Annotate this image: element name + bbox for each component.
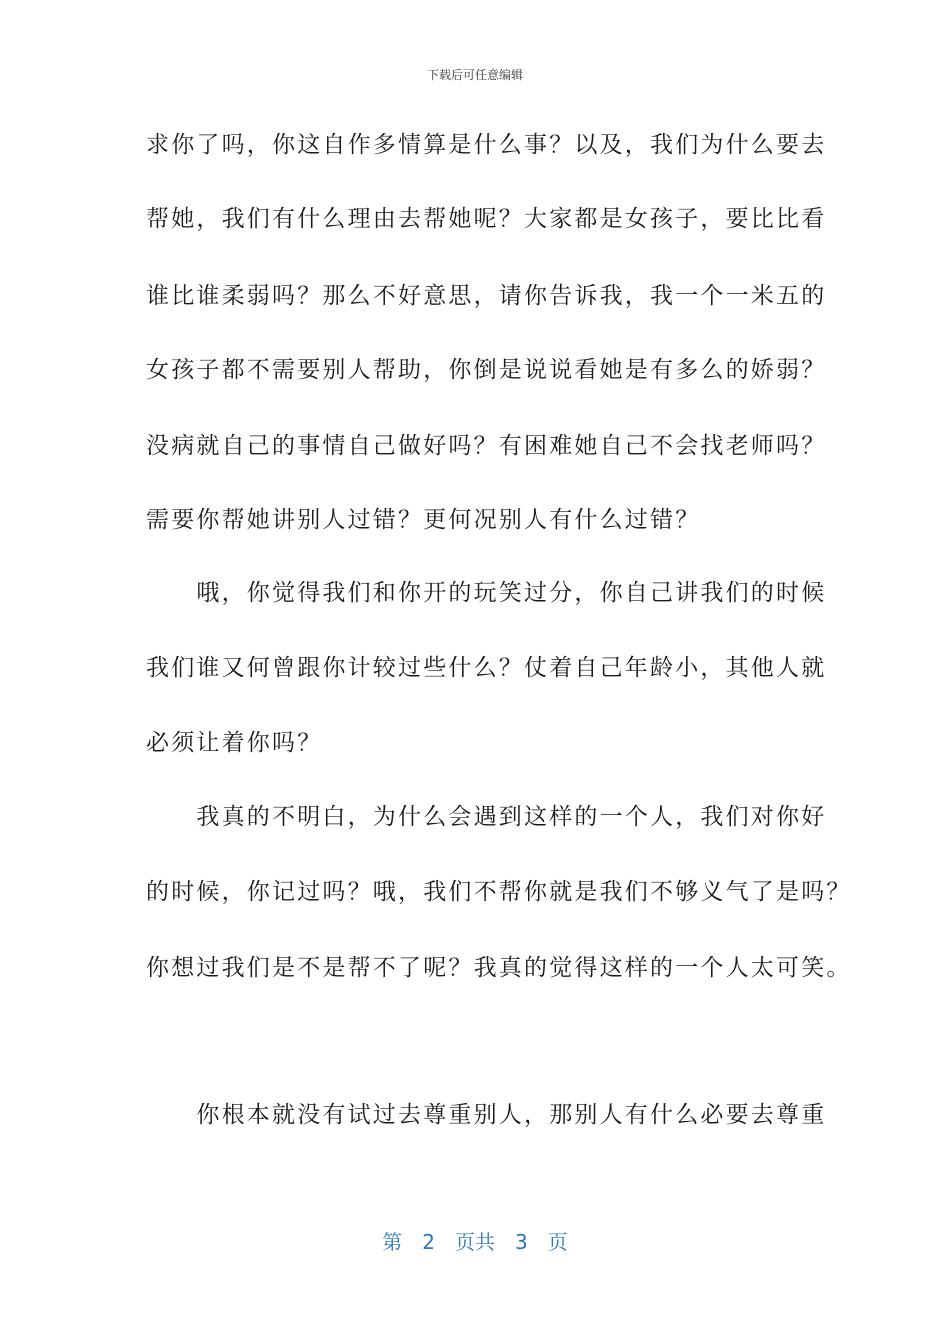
page-number: 第 2 页共 3 页 [382,1230,568,1254]
body-line-9: 必须让着你吗？ [146,730,323,756]
body-line-4: 女孩子都不需要别人帮助，你倒是说说看她是有多么的娇弱？ [146,357,827,383]
body-line-11: 的时候，你记过吗？哦，我们不帮你就是我们不够义气了是吗？ [146,879,852,905]
body-line-3: 谁比谁柔弱吗？那么不好意思，请你告诉我，我一个一米五的 [146,283,827,309]
body-line-10: 我真的不明白，为什么会遇到这样的一个人，我们对你好 [146,804,827,830]
body-line-8: 我们谁又何曾跟你计较过些什么？仗着自己年龄小，其他人就 [146,655,827,681]
page-header: 下载后可任意编辑 [426,68,523,82]
body-line-12: 你想过我们是不是帮不了呢？我真的觉得这样的一个人太可笑。 [146,955,852,981]
body-line-5: 没病就自己的事情自己做好吗？有困难她自己不会找老师吗？ [146,433,827,459]
body-line-1: 求你了吗，你这自作多情算是什么事？以及，我们为什么要去 [146,132,827,158]
page-footer [0,1226,950,1255]
body-line-2: 帮她，我们有什么理由去帮她呢？大家都是女孩子，要比比看 [146,206,827,232]
body-line-7: 哦，你觉得我们和你开的玩笑过分，你自己讲我们的时候 [146,580,827,606]
body-line-6: 需要你帮她讲别人过错？更何况别人有什么过错？ [146,507,701,533]
body-line-13: 你根本就没有试过去尊重别人，那别人有什么必要去尊重 [146,1102,827,1128]
